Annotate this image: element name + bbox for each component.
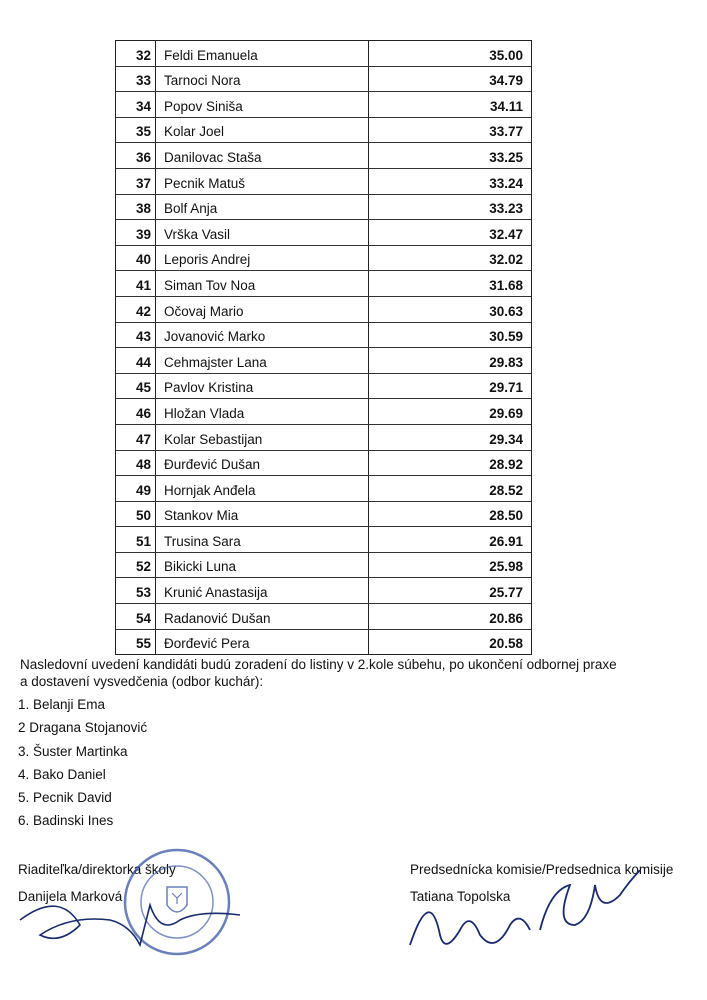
- candidate-name: Radanović Dušan: [156, 604, 369, 629]
- committee-signature-icon: [400, 870, 660, 960]
- row-number: 39: [116, 220, 156, 245]
- row-number: 36: [116, 143, 156, 168]
- table-row: [116, 143, 531, 169]
- candidate-name: Pavlov Kristina: [156, 374, 369, 399]
- table-row: [116, 41, 531, 67]
- table-row: [116, 271, 531, 297]
- row-number: 45: [116, 374, 156, 399]
- table-row: [116, 220, 531, 246]
- row-number: 41: [116, 271, 156, 296]
- table-row: [116, 195, 531, 221]
- row-number: 51: [116, 527, 156, 552]
- candidate-score: 34.79: [489, 73, 523, 89]
- candidate-score: 25.77: [489, 585, 523, 601]
- row-number: 37: [116, 169, 156, 194]
- candidate-name: Kolar Joel: [156, 118, 369, 143]
- row-number: 44: [116, 348, 156, 373]
- table-row: [116, 297, 531, 323]
- candidate-score: 35.00: [489, 47, 523, 63]
- candidate-name: Vrška Vasil: [156, 220, 369, 245]
- candidate-score: 31.68: [489, 277, 523, 293]
- candidate-name: Tarnoci Nora: [156, 67, 369, 92]
- candidate-name: Krunić Anastasija: [156, 578, 369, 603]
- candidate-score: 28.92: [489, 457, 523, 473]
- table-row: [116, 246, 531, 272]
- list-item: 6. Badinski Ines: [18, 813, 114, 829]
- candidate-name: Jovanović Marko: [156, 323, 369, 348]
- candidate-name: Pecnik Matuš: [156, 169, 369, 194]
- row-number: 52: [116, 553, 156, 578]
- row-number: 46: [116, 399, 156, 424]
- table-row: [116, 425, 531, 451]
- candidate-score: 20.86: [489, 610, 523, 626]
- row-number: 42: [116, 297, 156, 322]
- candidate-name: Trusina Sara: [156, 527, 369, 552]
- candidate-score: 33.25: [489, 149, 523, 165]
- row-number: 54: [116, 604, 156, 629]
- candidate-name: Hložan Vlada: [156, 399, 369, 424]
- note-line-1: Nasledovní uvedení kandidáti budú zoradení do listiny v 2.kole súbehu, po ukončení odbornej praxe: [20, 657, 617, 672]
- candidate-name: Stankov Mia: [156, 502, 369, 527]
- table-row: [116, 527, 531, 553]
- table-row: [116, 374, 531, 400]
- list-item: 3. Šuster Martinka: [18, 743, 128, 759]
- table-row: [116, 553, 531, 579]
- candidate-name: Đurđević Dušan: [156, 451, 369, 476]
- candidate-score: 30.63: [489, 303, 523, 319]
- candidate-name: Leporis Andrej: [156, 246, 369, 271]
- row-number: 47: [116, 425, 156, 450]
- candidate-score: 29.71: [489, 380, 523, 396]
- results-table: [115, 40, 532, 655]
- candidate-list: [18, 697, 147, 837]
- row-number: 32: [116, 41, 156, 66]
- row-number: 48: [116, 451, 156, 476]
- table-row: [116, 604, 531, 630]
- table-row: [116, 169, 531, 195]
- candidate-name: Bikicki Luna: [156, 553, 369, 578]
- candidate-score: 20.58: [489, 636, 523, 652]
- candidate-score: 29.34: [489, 431, 523, 447]
- table-row: [116, 92, 531, 118]
- note-paragraph: [20, 656, 690, 690]
- table-row: [116, 630, 531, 655]
- candidate-score: 29.83: [489, 354, 523, 370]
- director-title: Riaditeľka/direktorka školy: [18, 862, 176, 877]
- row-number: 53: [116, 578, 156, 603]
- candidate-name: Popov Siniša: [156, 92, 369, 117]
- candidate-name: Kolar Sebastijan: [156, 425, 369, 450]
- candidate-score: 32.47: [489, 226, 523, 242]
- row-number: 35: [116, 118, 156, 143]
- candidate-score: 33.24: [489, 175, 523, 191]
- list-item: 5. Pecnik David: [18, 790, 112, 806]
- committee-name: Tatiana Topolska: [410, 889, 511, 904]
- row-number: 40: [116, 246, 156, 271]
- row-number: 33: [116, 67, 156, 92]
- table-row: [116, 348, 531, 374]
- candidate-score: 28.50: [489, 508, 523, 524]
- candidate-score: 33.77: [489, 124, 523, 140]
- table-row: [116, 578, 531, 604]
- candidate-score: 28.52: [489, 482, 523, 498]
- row-number: 55: [116, 630, 156, 655]
- candidate-score: 29.69: [489, 405, 523, 421]
- table-row: [116, 323, 531, 349]
- candidate-score: 26.91: [489, 533, 523, 549]
- table-row: [116, 502, 531, 528]
- list-item: 2 Dragana Stojanović: [18, 720, 148, 736]
- table-row: [116, 118, 531, 144]
- row-number: 43: [116, 323, 156, 348]
- row-number: 38: [116, 195, 156, 220]
- table-row: [116, 399, 531, 425]
- candidate-name: Danilovac Staša: [156, 143, 369, 168]
- candidate-name: Đorđević Pera: [156, 630, 369, 655]
- candidate-name: Siman Tov Noa: [156, 271, 369, 296]
- candidate-score: 33.23: [489, 201, 523, 217]
- row-number: 49: [116, 476, 156, 501]
- table-row: [116, 67, 531, 93]
- candidate-name: Hornjak Anđela: [156, 476, 369, 501]
- committee-title: Predsednícka komisie/Predsednica komisije: [410, 862, 674, 877]
- candidate-name: Očovaj Mario: [156, 297, 369, 322]
- candidate-score: 25.98: [489, 559, 523, 575]
- row-number: 34: [116, 92, 156, 117]
- list-item: 1. Belanji Ema: [18, 697, 106, 712]
- director-signature-icon: [10, 880, 250, 950]
- table-row: [116, 476, 531, 502]
- candidate-score: 32.02: [489, 252, 523, 268]
- candidate-name: Bolf Anja: [156, 195, 369, 220]
- list-item: 4. Bako Daniel: [18, 766, 106, 782]
- director-name: Danijela Marková: [18, 889, 123, 904]
- candidate-name: Feldi Emanuela: [156, 41, 369, 66]
- candidate-name: Cehmajster Lana: [156, 348, 369, 373]
- note-line-2: a dostavení vysvedčenia (odbor kuchár):: [20, 674, 264, 689]
- row-number: 50: [116, 502, 156, 527]
- candidate-score: 30.59: [489, 329, 523, 345]
- candidate-score: 34.11: [489, 98, 523, 114]
- table-row: [116, 451, 531, 477]
